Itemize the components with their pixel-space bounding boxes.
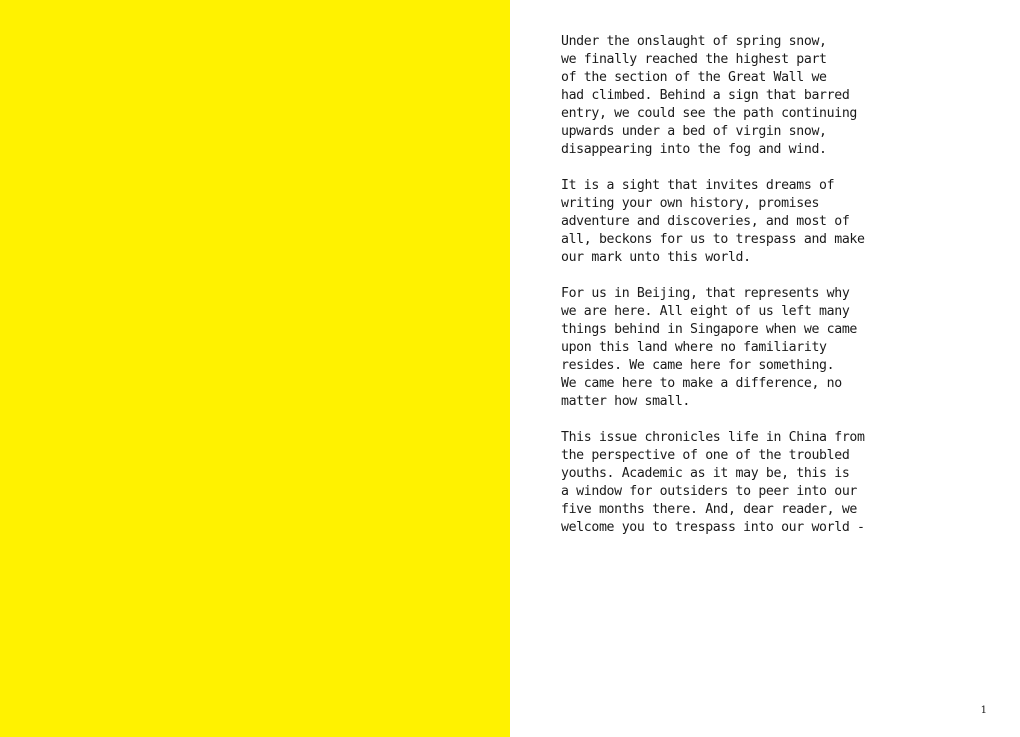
text-line: writing your own history, promises [561, 196, 820, 211]
text-line: all, beckons for us to trespass and make [561, 232, 865, 247]
text-line: For us in Beijing, that represents why [561, 286, 850, 301]
text-line: youths. Academic as it may be, this is [561, 466, 850, 481]
text-line: five months there. And, dear reader, we [561, 502, 857, 517]
paragraph-2 [561, 177, 901, 267]
text-line: We came here to make a difference, no [561, 376, 842, 391]
text-line: entry, we could see the path continuing [561, 106, 857, 121]
text-line: the perspective of one of the troubled [561, 448, 850, 463]
text-line: This issue chronicles life in China from [561, 430, 865, 445]
text-line: we finally reached the highest part [561, 52, 827, 67]
text-line: upwards under a bed of virgin snow, [561, 124, 827, 139]
text-line: we are here. All eight of us left many [561, 304, 850, 319]
text-line: had climbed. Behind a sign that barred [561, 88, 850, 103]
text-right-page [510, 0, 1020, 737]
text-line: disappearing into the fog and wind. [561, 142, 827, 157]
text-line: a window for outsiders to peer into our [561, 484, 857, 499]
paragraph-1 [561, 33, 901, 159]
text-line: welcome you to trespass into our world - [561, 520, 865, 535]
paragraph-3 [561, 285, 901, 411]
text-line: our mark unto this world. [561, 250, 751, 265]
text-line: of the section of the Great Wall we [561, 70, 827, 85]
text-line: It is a sight that invites dreams of [561, 178, 835, 193]
text-line: matter how small. [561, 394, 691, 409]
text-line: Under the onslaught of spring snow, [561, 34, 827, 49]
paragraph-4 [561, 429, 901, 537]
text-line: resides. We came here for something. [561, 358, 835, 373]
text-line: things behind in Singapore when we came [561, 322, 857, 337]
text-line: upon this land where no familiarity [561, 340, 827, 355]
text-line: adventure and discoveries, and most of [561, 214, 850, 229]
page-number: 1 [980, 705, 987, 716]
body-text [561, 33, 901, 555]
